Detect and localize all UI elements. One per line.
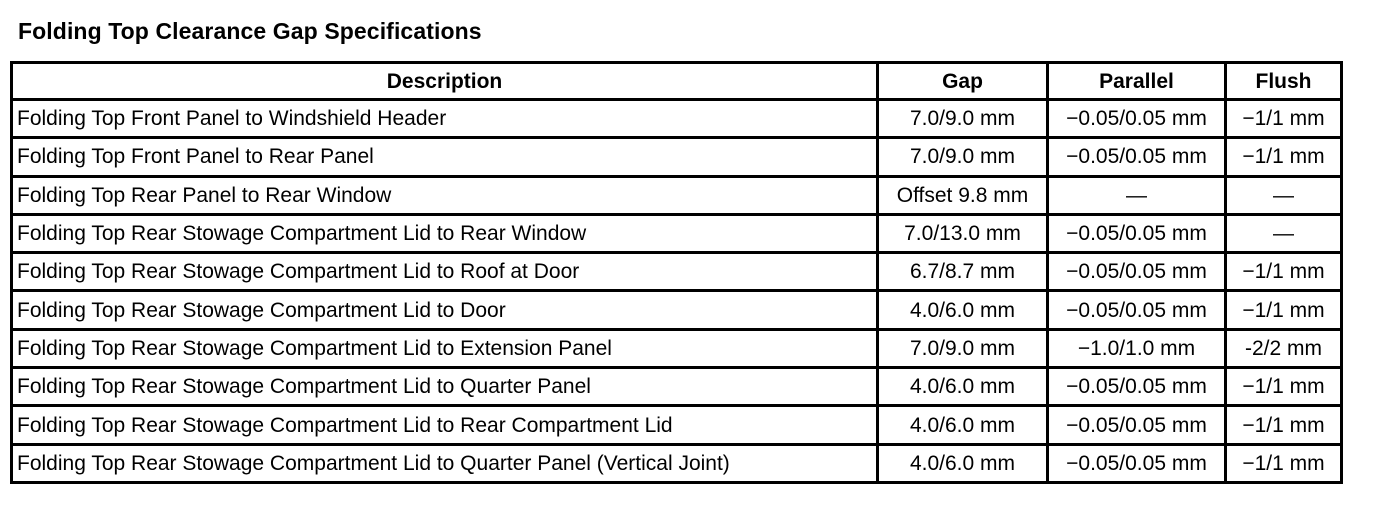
gap-cell: 4.0/6.0 mm <box>878 368 1048 406</box>
gap-cell: 7.0/9.0 mm <box>878 100 1048 138</box>
table-row <box>12 214 1342 252</box>
parallel-cell: −0.05/0.05 mm <box>1048 368 1226 406</box>
column-header-description: Description <box>12 63 878 100</box>
page-title: Folding Top Clearance Gap Specifications <box>18 18 482 44</box>
gap-cell: 4.0/6.0 mm <box>878 291 1048 329</box>
column-header-gap: Gap <box>878 63 1048 100</box>
flush-cell: −1/1 mm <box>1226 100 1342 138</box>
gap-cell: 7.0/13.0 mm <box>878 214 1048 252</box>
flush-cell: −1/1 mm <box>1226 138 1342 176</box>
flush-cell: −1/1 mm <box>1226 291 1342 329</box>
table-row <box>12 406 1342 444</box>
table-row <box>12 368 1342 406</box>
column-header-parallel: Parallel <box>1048 63 1226 100</box>
table-row <box>12 291 1342 329</box>
description-cell: Folding Top Rear Stowage Compartment Lid to Roof at Door <box>12 253 878 291</box>
gap-cell: 7.0/9.0 mm <box>878 329 1048 367</box>
flush-cell: −1/1 mm <box>1226 253 1342 291</box>
flush-cell: — <box>1226 176 1342 214</box>
column-header-flush: Flush <box>1226 63 1342 100</box>
table-row <box>12 253 1342 291</box>
gap-cell: 6.7/8.7 mm <box>878 253 1048 291</box>
parallel-cell: −0.05/0.05 mm <box>1048 291 1226 329</box>
description-cell: Folding Top Rear Panel to Rear Window <box>12 176 878 214</box>
parallel-cell: −1.0/1.0 mm <box>1048 329 1226 367</box>
table-row <box>12 444 1342 482</box>
flush-cell: −1/1 mm <box>1226 406 1342 444</box>
table-header-row <box>12 63 1342 100</box>
table-row <box>12 329 1342 367</box>
parallel-cell: — <box>1048 176 1226 214</box>
parallel-cell: −0.05/0.05 mm <box>1048 253 1226 291</box>
gap-cell: 7.0/9.0 mm <box>878 138 1048 176</box>
gap-cell: 4.0/6.0 mm <box>878 406 1048 444</box>
table-row <box>12 100 1342 138</box>
parallel-cell: −0.05/0.05 mm <box>1048 406 1226 444</box>
gap-cell: 4.0/6.0 mm <box>878 444 1048 482</box>
flush-cell: −1/1 mm <box>1226 444 1342 482</box>
description-cell: Folding Top Rear Stowage Compartment Lid to Quarter Panel (Vertical Joint) <box>12 444 878 482</box>
parallel-cell: −0.05/0.05 mm <box>1048 100 1226 138</box>
description-cell: Folding Top Front Panel to Windshield Header <box>12 100 878 138</box>
flush-cell: −1/1 mm <box>1226 368 1342 406</box>
table-row <box>12 176 1342 214</box>
description-cell: Folding Top Rear Stowage Compartment Lid to Quarter Panel <box>12 368 878 406</box>
flush-cell: -2/2 mm <box>1226 329 1342 367</box>
description-cell: Folding Top Rear Stowage Compartment Lid to Extension Panel <box>12 329 878 367</box>
flush-cell: — <box>1226 214 1342 252</box>
description-cell: Folding Top Rear Stowage Compartment Lid to Rear Compartment Lid <box>12 406 878 444</box>
parallel-cell: −0.05/0.05 mm <box>1048 214 1226 252</box>
gap-cell: Offset 9.8 mm <box>878 176 1048 214</box>
table-row <box>12 138 1342 176</box>
parallel-cell: −0.05/0.05 mm <box>1048 138 1226 176</box>
parallel-cell: −0.05/0.05 mm <box>1048 444 1226 482</box>
description-cell: Folding Top Rear Stowage Compartment Lid to Rear Window <box>12 214 878 252</box>
description-cell: Folding Top Rear Stowage Compartment Lid to Door <box>12 291 878 329</box>
description-cell: Folding Top Front Panel to Rear Panel <box>12 138 878 176</box>
clearance-gap-table <box>10 61 1343 484</box>
